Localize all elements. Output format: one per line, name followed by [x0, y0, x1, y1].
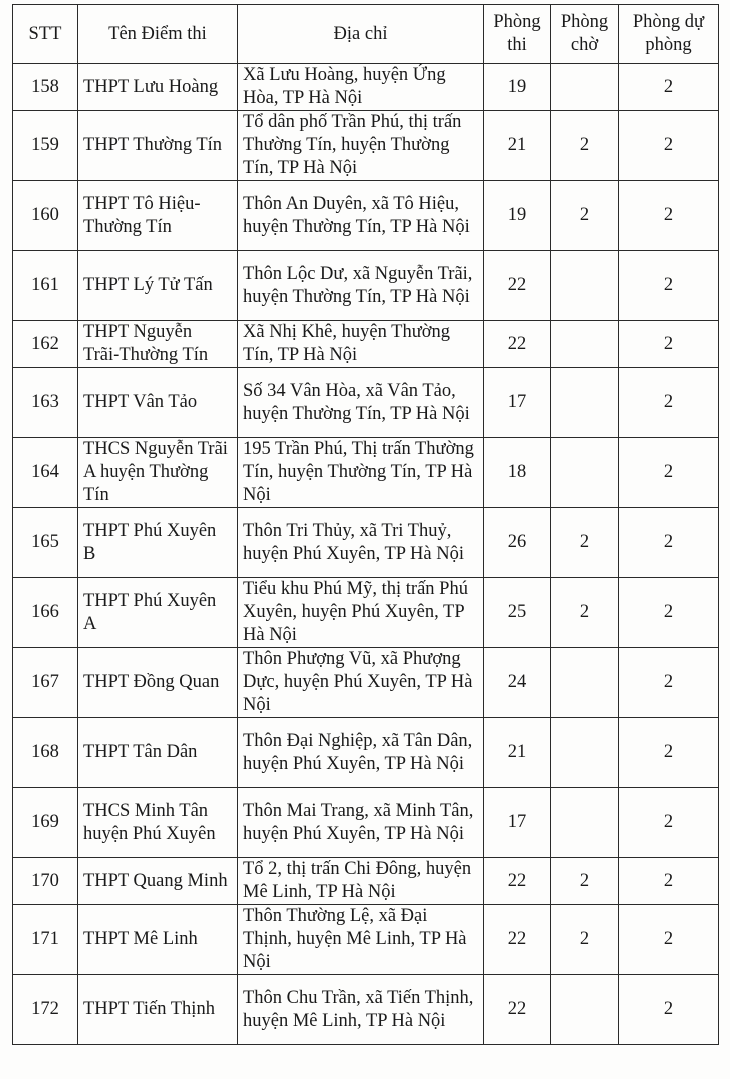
- cell-waiting-rooms: [551, 648, 619, 718]
- cell-stt: 167: [13, 648, 78, 718]
- cell-waiting-rooms: [551, 718, 619, 788]
- table-row: [13, 578, 719, 648]
- header-stt: STT: [13, 5, 78, 64]
- table-row: [13, 858, 719, 905]
- table-body: [13, 64, 719, 1045]
- cell-waiting-rooms: 2: [551, 905, 619, 975]
- header-reserve-rooms: Phòng dự phòng: [619, 5, 719, 64]
- cell-waiting-rooms: 2: [551, 508, 619, 578]
- cell-exam-rooms: 22: [484, 858, 551, 905]
- table-row: [13, 321, 719, 368]
- cell-stt: 168: [13, 718, 78, 788]
- cell-stt: 170: [13, 858, 78, 905]
- cell-waiting-rooms: [551, 64, 619, 111]
- table-row: [13, 905, 719, 975]
- cell-exam-rooms: 26: [484, 508, 551, 578]
- cell-exam-rooms: 24: [484, 648, 551, 718]
- cell-stt: 165: [13, 508, 78, 578]
- cell-exam-site-name: THPT Đồng Quan: [78, 648, 238, 718]
- cell-exam-site-name: THPT Phú Xuyên A: [78, 578, 238, 648]
- cell-address: Thôn Phượng Vũ, xã Phượng Dực, huyện Phú Xuyên, TP Hà Nội: [238, 648, 484, 718]
- cell-exam-rooms: 19: [484, 181, 551, 251]
- cell-address: Tổ dân phố Trần Phú, thị trấn Thường Tín, huyện Thường Tín, TP Hà Nội: [238, 111, 484, 181]
- cell-reserve-rooms: 2: [619, 251, 719, 321]
- header-waiting-rooms: Phòng chờ: [551, 5, 619, 64]
- cell-stt: 161: [13, 251, 78, 321]
- cell-exam-rooms: 21: [484, 111, 551, 181]
- cell-reserve-rooms: 2: [619, 788, 719, 858]
- cell-waiting-rooms: 2: [551, 578, 619, 648]
- cell-exam-site-name: THPT Phú Xuyên B: [78, 508, 238, 578]
- cell-stt: 160: [13, 181, 78, 251]
- cell-exam-rooms: 17: [484, 368, 551, 438]
- header-exam-rooms: Phòng thi: [484, 5, 551, 64]
- cell-reserve-rooms: 2: [619, 508, 719, 578]
- header-exam-site-name: Tên Điểm thi: [78, 5, 238, 64]
- cell-waiting-rooms: [551, 321, 619, 368]
- cell-reserve-rooms: 2: [619, 718, 719, 788]
- cell-exam-site-name: THPT Tân Dân: [78, 718, 238, 788]
- cell-reserve-rooms: 2: [619, 578, 719, 648]
- table-row: [13, 438, 719, 508]
- cell-address: Thôn An Duyên, xã Tô Hiệu, huyện Thường Tín, TP Hà Nội: [238, 181, 484, 251]
- cell-address: Thôn Đại Nghiệp, xã Tân Dân, huyện Phú Xuyên, TP Hà Nội: [238, 718, 484, 788]
- cell-exam-rooms: 22: [484, 905, 551, 975]
- cell-address: Thôn Mai Trang, xã Minh Tân, huyện Phú Xuyên, TP Hà Nội: [238, 788, 484, 858]
- table-row: [13, 181, 719, 251]
- cell-exam-site-name: THPT Lý Tử Tấn: [78, 251, 238, 321]
- cell-stt: 164: [13, 438, 78, 508]
- cell-exam-rooms: 21: [484, 718, 551, 788]
- cell-reserve-rooms: 2: [619, 64, 719, 111]
- cell-exam-site-name: THCS Nguyễn Trãi A huyện Thường Tín: [78, 438, 238, 508]
- cell-reserve-rooms: 2: [619, 648, 719, 718]
- cell-reserve-rooms: 2: [619, 438, 719, 508]
- cell-waiting-rooms: [551, 438, 619, 508]
- cell-reserve-rooms: 2: [619, 181, 719, 251]
- cell-exam-rooms: 22: [484, 321, 551, 368]
- cell-stt: 159: [13, 111, 78, 181]
- cell-waiting-rooms: 2: [551, 858, 619, 905]
- cell-exam-rooms: 19: [484, 64, 551, 111]
- table-row: [13, 111, 719, 181]
- cell-address: Thôn Thường Lệ, xã Đại Thịnh, huyện Mê Linh, TP Hà Nội: [238, 905, 484, 975]
- cell-stt: 166: [13, 578, 78, 648]
- table-row: [13, 64, 719, 111]
- cell-address: Tiểu khu Phú Mỹ, thị trấn Phú Xuyên, huyện Phú Xuyên, TP Hà Nội: [238, 578, 484, 648]
- cell-waiting-rooms: 2: [551, 181, 619, 251]
- cell-reserve-rooms: 2: [619, 975, 719, 1045]
- cell-address: Thôn Tri Thủy, xã Tri Thuỷ, huyện Phú Xuyên, TP Hà Nội: [238, 508, 484, 578]
- cell-exam-site-name: THPT Vân Tảo: [78, 368, 238, 438]
- cell-address: 195 Trần Phú, Thị trấn Thường Tín, huyện Thường Tín, TP Hà Nội: [238, 438, 484, 508]
- table-row: [13, 251, 719, 321]
- header-address: Địa chỉ: [238, 5, 484, 64]
- cell-exam-rooms: 22: [484, 975, 551, 1045]
- cell-exam-site-name: THCS Minh Tân huyện Phú Xuyên: [78, 788, 238, 858]
- cell-exam-site-name: THPT Lưu Hoàng: [78, 64, 238, 111]
- cell-waiting-rooms: [551, 788, 619, 858]
- cell-stt: 162: [13, 321, 78, 368]
- cell-address: Thôn Lộc Dư, xã Nguyễn Trãi, huyện Thường Tín, TP Hà Nội: [238, 251, 484, 321]
- cell-reserve-rooms: 2: [619, 111, 719, 181]
- cell-exam-site-name: THPT Nguyễn Trãi-Thường Tín: [78, 321, 238, 368]
- cell-address: Số 34 Vân Hòa, xã Vân Tảo, huyện Thường Tín, TP Hà Nội: [238, 368, 484, 438]
- cell-waiting-rooms: [551, 368, 619, 438]
- table-row: [13, 368, 719, 438]
- cell-address: Thôn Chu Trần, xã Tiến Thịnh, huyện Mê Linh, TP Hà Nội: [238, 975, 484, 1045]
- cell-waiting-rooms: 2: [551, 111, 619, 181]
- cell-reserve-rooms: 2: [619, 321, 719, 368]
- cell-reserve-rooms: 2: [619, 368, 719, 438]
- cell-stt: 163: [13, 368, 78, 438]
- cell-exam-site-name: THPT Thường Tín: [78, 111, 238, 181]
- table-row: [13, 788, 719, 858]
- cell-stt: 158: [13, 64, 78, 111]
- cell-exam-site-name: THPT Mê Linh: [78, 905, 238, 975]
- cell-address: Xã Lưu Hoàng, huyện Ứng Hòa, TP Hà Nội: [238, 64, 484, 111]
- cell-address: Xã Nhị Khê, huyện Thường Tín, TP Hà Nội: [238, 321, 484, 368]
- cell-waiting-rooms: [551, 251, 619, 321]
- table-row: [13, 508, 719, 578]
- cell-stt: 169: [13, 788, 78, 858]
- cell-reserve-rooms: 2: [619, 905, 719, 975]
- table-row: [13, 648, 719, 718]
- cell-exam-rooms: 18: [484, 438, 551, 508]
- cell-exam-rooms: 17: [484, 788, 551, 858]
- cell-reserve-rooms: 2: [619, 858, 719, 905]
- cell-exam-site-name: THPT Tô Hiệu-Thường Tín: [78, 181, 238, 251]
- cell-stt: 172: [13, 975, 78, 1045]
- cell-address: Tổ 2, thị trấn Chi Đông, huyện Mê Linh, TP Hà Nội: [238, 858, 484, 905]
- cell-waiting-rooms: [551, 975, 619, 1045]
- cell-exam-rooms: 22: [484, 251, 551, 321]
- table-header-row: [13, 5, 719, 64]
- cell-exam-rooms: 25: [484, 578, 551, 648]
- cell-stt: 171: [13, 905, 78, 975]
- cell-exam-site-name: THPT Quang Minh: [78, 858, 238, 905]
- table-row: [13, 975, 719, 1045]
- table-row: [13, 718, 719, 788]
- exam-site-table: [12, 4, 719, 1045]
- cell-exam-site-name: THPT Tiến Thịnh: [78, 975, 238, 1045]
